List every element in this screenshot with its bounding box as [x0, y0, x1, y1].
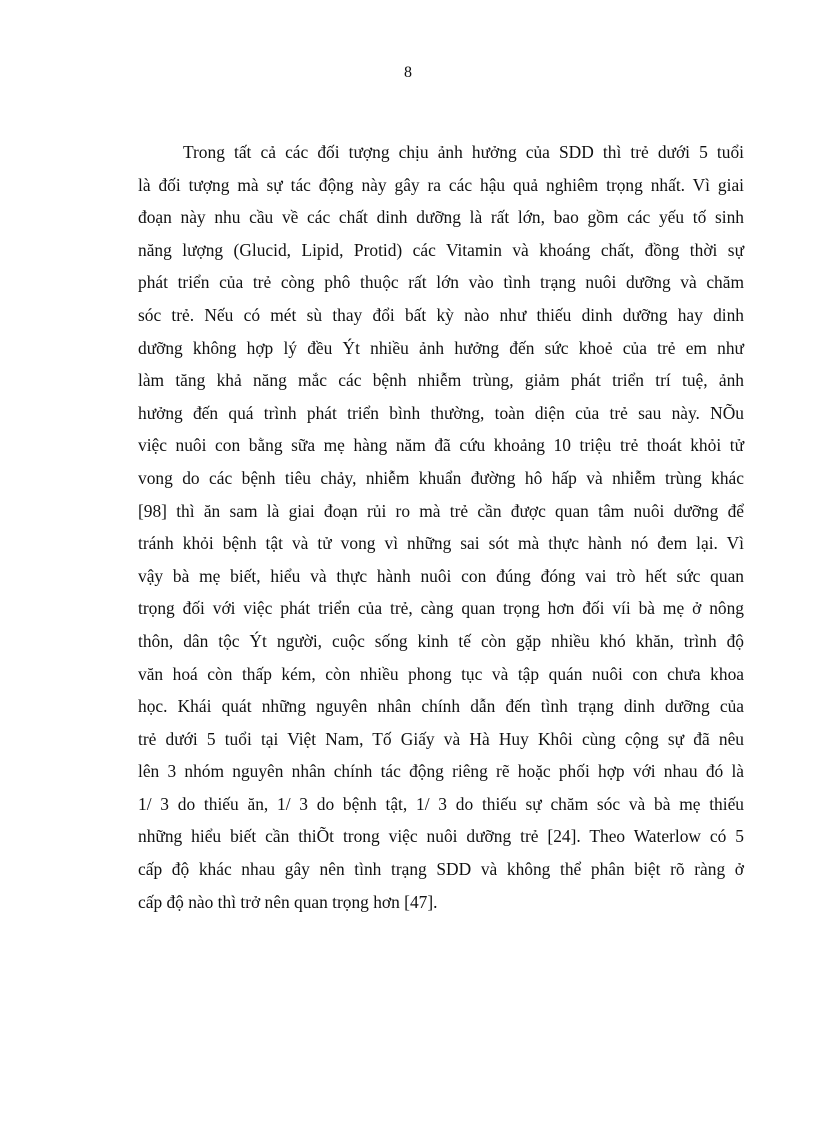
text-line: trọng đối với việc phát triển của trẻ, càng quan trọng hơn đối víi bà mẹ ở nông	[138, 598, 744, 619]
text-line: văn hoá còn thấp kém, còn nhiều phong tục và tập quán nuôi con chưa khoa	[138, 663, 744, 684]
text-line: phát triển của trẻ còng phô thuộc rất lớn vào tình trạng nuôi dưỡng và chăm	[138, 272, 744, 293]
text-line: việc nuôi con bằng sữa mẹ hàng năm đã cứu khoảng 10 triệu trẻ thoát khỏi tử	[138, 435, 744, 456]
text-line: năng lượng (Glucid, Lipid, Protid) các Vitamin và khoáng chất, đồng thời sự	[138, 239, 744, 260]
text-line: 1/ 3 do thiếu ăn, 1/ 3 do bệnh tật, 1/ 3 do thiếu sự chăm sóc và bà mẹ thiếu	[138, 793, 744, 814]
text-line: là đối tượng mà sự tác động này gây ra các hậu quả nghiêm trọng nhất. Vì giai	[138, 174, 744, 195]
text-line: tránh khỏi bệnh tật và tử vong vì những sai sót mà thực hành nó đem lại. Vì	[138, 533, 744, 554]
text-line: đoạn này nhu cầu về các chất dinh dưỡng là rất lớn, bao gồm các yếu tố sinh	[138, 207, 744, 228]
text-line: vong do các bệnh tiêu chảy, nhiễm khuẩn đường hô hấp và nhiễm trùng khác	[138, 467, 744, 488]
body-paragraph	[138, 136, 744, 918]
text-line: những hiểu biết cần thiÕt trong việc nuôi dưỡng trẻ [24]. Theo Waterlow có 5	[138, 826, 744, 847]
text-line: thôn, dân tộc Ýt người, cuộc sống kinh tế còn gặp nhiều khó khăn, trình độ	[138, 630, 744, 651]
text-line: làm tăng khả năng mắc các bệnh nhiễm trùng, giảm phát triển trí tuệ, ảnh	[138, 370, 744, 391]
text-line: [98] thì ăn sam là giai đoạn rủi ro mà trẻ cần được quan tâm nuôi dưỡng để	[138, 500, 744, 521]
page-number: 8	[404, 64, 412, 81]
text-line: cấp độ khác nhau gây nên tình trạng SDD và không thể phân biệt rõ ràng ở	[138, 859, 744, 880]
text-line: dưỡng không hợp lý đều Ýt nhiều ảnh hưởng đến sức khoẻ của trẻ em như	[138, 337, 744, 358]
text-line: sóc trẻ. Nếu có mét sù thay đổi bất kỳ nào như thiếu dinh dưỡng hay dinh	[138, 304, 744, 325]
text-line: vậy bà mẹ biết, hiểu và thực hành nuôi con đúng đóng vai trò hết sức quan	[138, 565, 744, 586]
text-line: Trong tất cả các đối tượng chịu ảnh hưởng của SDD thì trẻ dưới 5 tuổi	[183, 142, 744, 162]
text-line: trẻ dưới 5 tuổi tại Việt Nam, Tố Giấy và Hà Huy Khôi cùng cộng sự đã nêu	[138, 728, 744, 749]
text-line: cấp độ nào thì trở nên quan trọng hơn [47].	[138, 891, 438, 912]
text-line: học. Khái quát những nguyên nhân chính dẫn đến tình trạng dinh dưỡng của	[138, 696, 744, 717]
text-line: lên 3 nhóm nguyên nhân chính tác động riêng rẽ hoặc phối hợp với nhau đó là	[138, 761, 744, 782]
text-line: hưởng đến quá trình phát triển bình thường, toàn diện của trẻ sau này. NÕu	[138, 402, 744, 423]
